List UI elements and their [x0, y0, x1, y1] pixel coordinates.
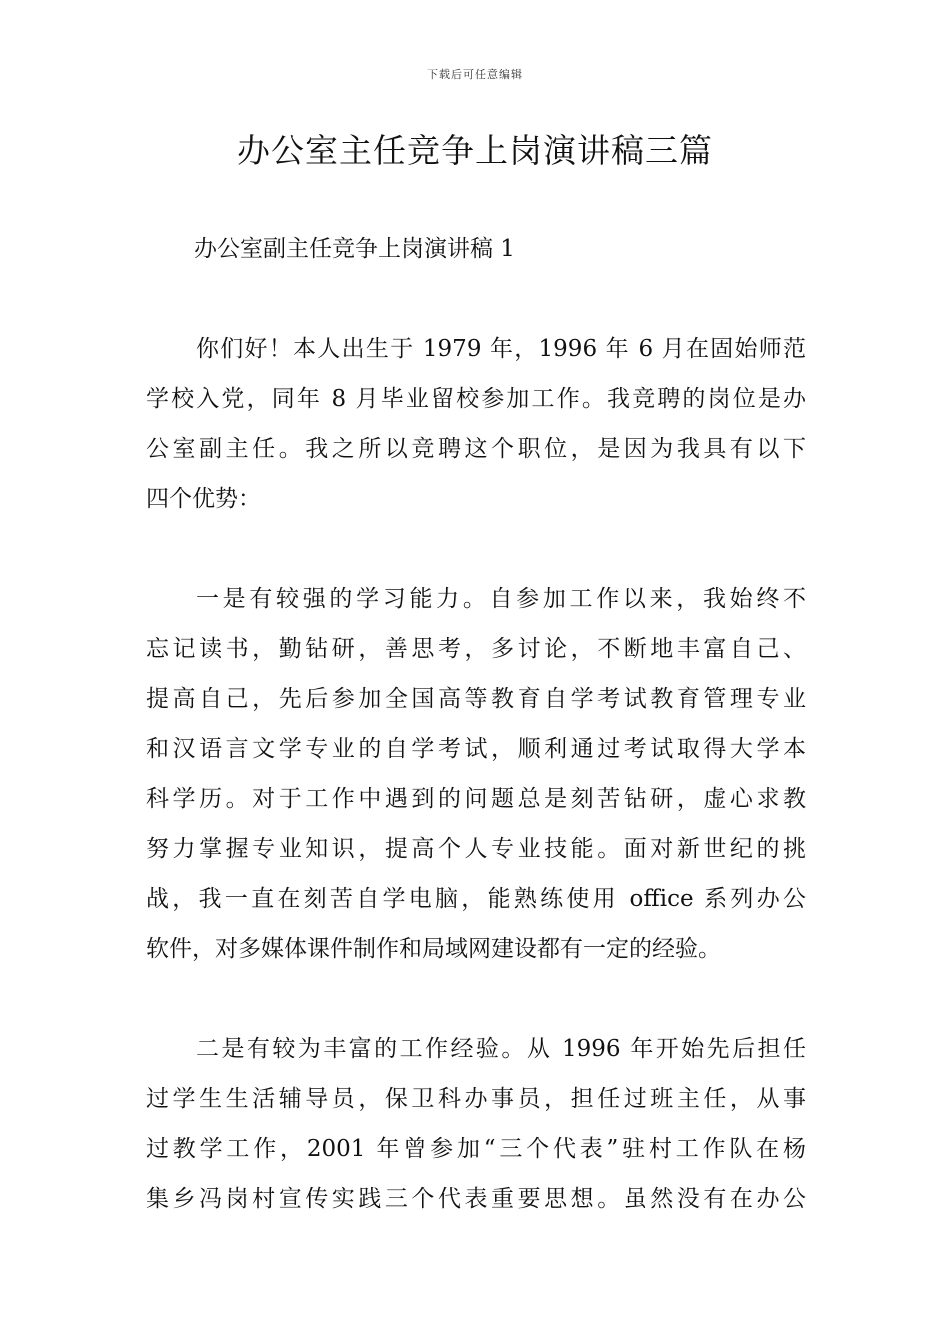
paragraph-line: 和汉语言文学专业的自学考试，顺利通过考试取得大学本	[146, 736, 806, 762]
paragraph-line: 努力掌握专业知识，提高个人专业技能。面对新世纪的挑	[146, 836, 806, 862]
paragraph-line: 科学历。对于工作中遇到的问题总是刻苦钻研，虚心求教	[146, 786, 806, 812]
paragraph-line: 四个优势：	[146, 486, 261, 512]
paragraph-learning-ability	[146, 574, 806, 974]
paragraph-line: 一是有较强的学习能力。自参加工作以来，我始终不	[196, 586, 806, 612]
paragraph-line: 过学生生活辅导员，保卫科办事员，担任过班主任，从事	[146, 1086, 806, 1112]
paragraph-work-experience	[146, 1024, 806, 1224]
paragraph-line: 二是有较为丰富的工作经验。从 1996 年开始先后担任	[196, 1036, 806, 1062]
paragraph-line: 软件，对多媒体课件制作和局域网建设都有一定的经验。	[146, 936, 721, 962]
paragraph-intro	[146, 324, 806, 524]
document-title: 办公室主任竞争上岗演讲稿三篇	[237, 131, 713, 170]
section-subtitle: 办公室副主任竞争上岗演讲稿 1	[194, 236, 515, 262]
paragraph-line: 过教学工作，2001 年曾参加“三个代表”驻村工作队在杨	[146, 1136, 806, 1162]
document-body	[146, 224, 806, 1274]
paragraph-line: 提高自己，先后参加全国高等教育自学考试教育管理专业	[146, 686, 806, 712]
header-note: 下载后可任意编辑	[427, 68, 523, 81]
paragraph-line: 战，我一直在刻苦自学电脑，能熟练使用 office 系列办公	[146, 886, 806, 912]
paragraph-line: 集乡冯岗村宣传实践三个代表重要思想。虽然没有在办公	[146, 1186, 806, 1212]
paragraph-line: 你们好！本人出生于 1979 年，1996 年 6 月在固始师范	[196, 336, 806, 362]
paragraph-line: 学校入党，同年 8 月毕业留校参加工作。我竞聘的岗位是办	[146, 386, 806, 412]
paragraph-line: 忘记读书，勤钻研，善思考，多讨论，不断地丰富自己、	[146, 636, 806, 662]
paragraph-line: 公室副主任。我之所以竞聘这个职位，是因为我具有以下	[146, 436, 806, 462]
